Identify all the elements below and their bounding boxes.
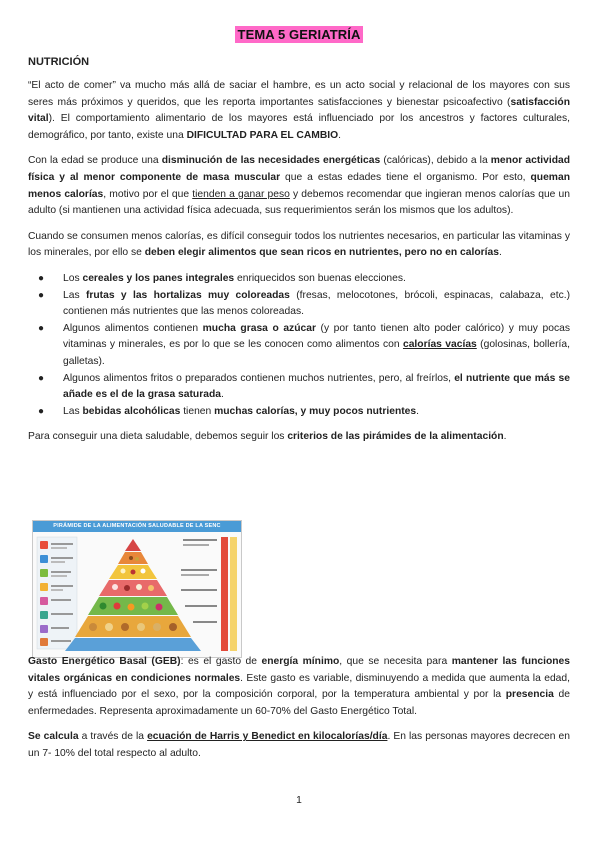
- list-item: ● Algunos alimentos fritos o preparados contienen muchos nutrientes, pero, al freírlos, el nutriente que más se añade es el de la grasa saturada.: [38, 372, 570, 401]
- food-pyramid-image: [33, 521, 241, 657]
- bullet-icon: ●: [38, 372, 45, 384]
- lower-section: [28, 654, 570, 763]
- paragraph-geb: Gasto Energético Basal (GEB): es el gasto de energía mínimo, que se necesita para mantener las funciones vitales orgánicas en condiciones normales. Este gasto es variable, disminuyendo a medida que aumenta la edad, y está influenciado por el sexo, por la composición corporal, por la temperatura ambiental y por la presencia de enfermedades. Representa aproximadamente un 60-70% del Gasto Energético Total.: [28, 656, 570, 717]
- paragraph-harris-benedict: Se calcula a través de la ecuación de Harris y Benedict en kilocalorías/día. En las personas mayores decrecen en un 7- 10% del total respecto al adulto.: [28, 731, 571, 759]
- bullet-icon: ●: [38, 322, 45, 334]
- bullet-icon: ●: [38, 289, 45, 301]
- paragraph-piramide: Para conseguir una dieta saludable, debemos seguir los criterios de las pirámides de la alimentación.: [28, 431, 507, 443]
- list-item: ● Los cereales y los panes integrales enriquecidos son buenas elecciones.: [28, 271, 570, 288]
- page-title: TEMA 5 GERIATRÍA: [235, 26, 364, 43]
- paragraph-necesidades-energeticas: Con la edad se produce una disminución de las necesidades energéticas (calóricas), debido a la menor actividad física y al menor componente de masa muscular que a estas edades tiene el organismo. Por esto, queman menos calorías, motivo por el que tienden a ganar peso y debemos recomendar que ingieran menos calorías que un adulto (si mantienen una actividad física adecuada, sus requerimientos serán los mismos que los adultos).: [28, 155, 570, 217]
- document-page: [28, 26, 571, 806]
- paragraph-nutrientes: Cuando se consumen menos calorías, es difícil conseguir todos los nutrientes necesarios, en particular las vitaminas y los minerales, por ello se deben elegir alimentos que sean ricos en nutrientes, pero no en calorías.: [28, 230, 570, 259]
- figure-header: PIRÁMIDE DE LA ALIMENTACIÓN SALUDABLE DE LA SENC: [33, 521, 241, 532]
- food-pyramid-figure: [32, 520, 242, 658]
- bullet-icon: ●: [38, 272, 45, 284]
- paragraph-acto-de-comer: “El acto de comer” va mucho más allá de saciar el hambre, es un acto social y relacional de los mayores con sus seres más próximos y queridos, que les reporta importantes satisfacciones y bienestar psicoafectivo (satisfacción vital). El comportamiento alimentario de los mayores está influenciado por los ancestros y factores culturales, demográfico, por tanto, existe una DIFICULTAD PARA EL CAMBIO.: [28, 80, 570, 141]
- list-item: ● Las bebidas alcohólicas tienen muchas calorías, y muy pocos nutrientes.: [28, 404, 570, 421]
- section-title: NUTRICIÓN: [28, 56, 90, 68]
- bullet-list: [28, 271, 570, 420]
- list-item: ● Algunos alimentos contienen mucha grasa o azúcar (y por tanto tienen alto poder calórico) y muy pocas vitaminas y minerales, es por lo que se les conocen como alimentos con calorías vacías (golosinas, bollería, galletas).: [38, 322, 570, 367]
- list-item: ● Las frutas y las hortalizas muy coloreadas (fresas, melocotones, brócoli, espinacas, calabaza, etc.) contienen más nutrientes que las menos coloreadas.: [38, 289, 571, 318]
- page-number: 1: [296, 795, 302, 806]
- bullet-icon: ●: [38, 405, 45, 417]
